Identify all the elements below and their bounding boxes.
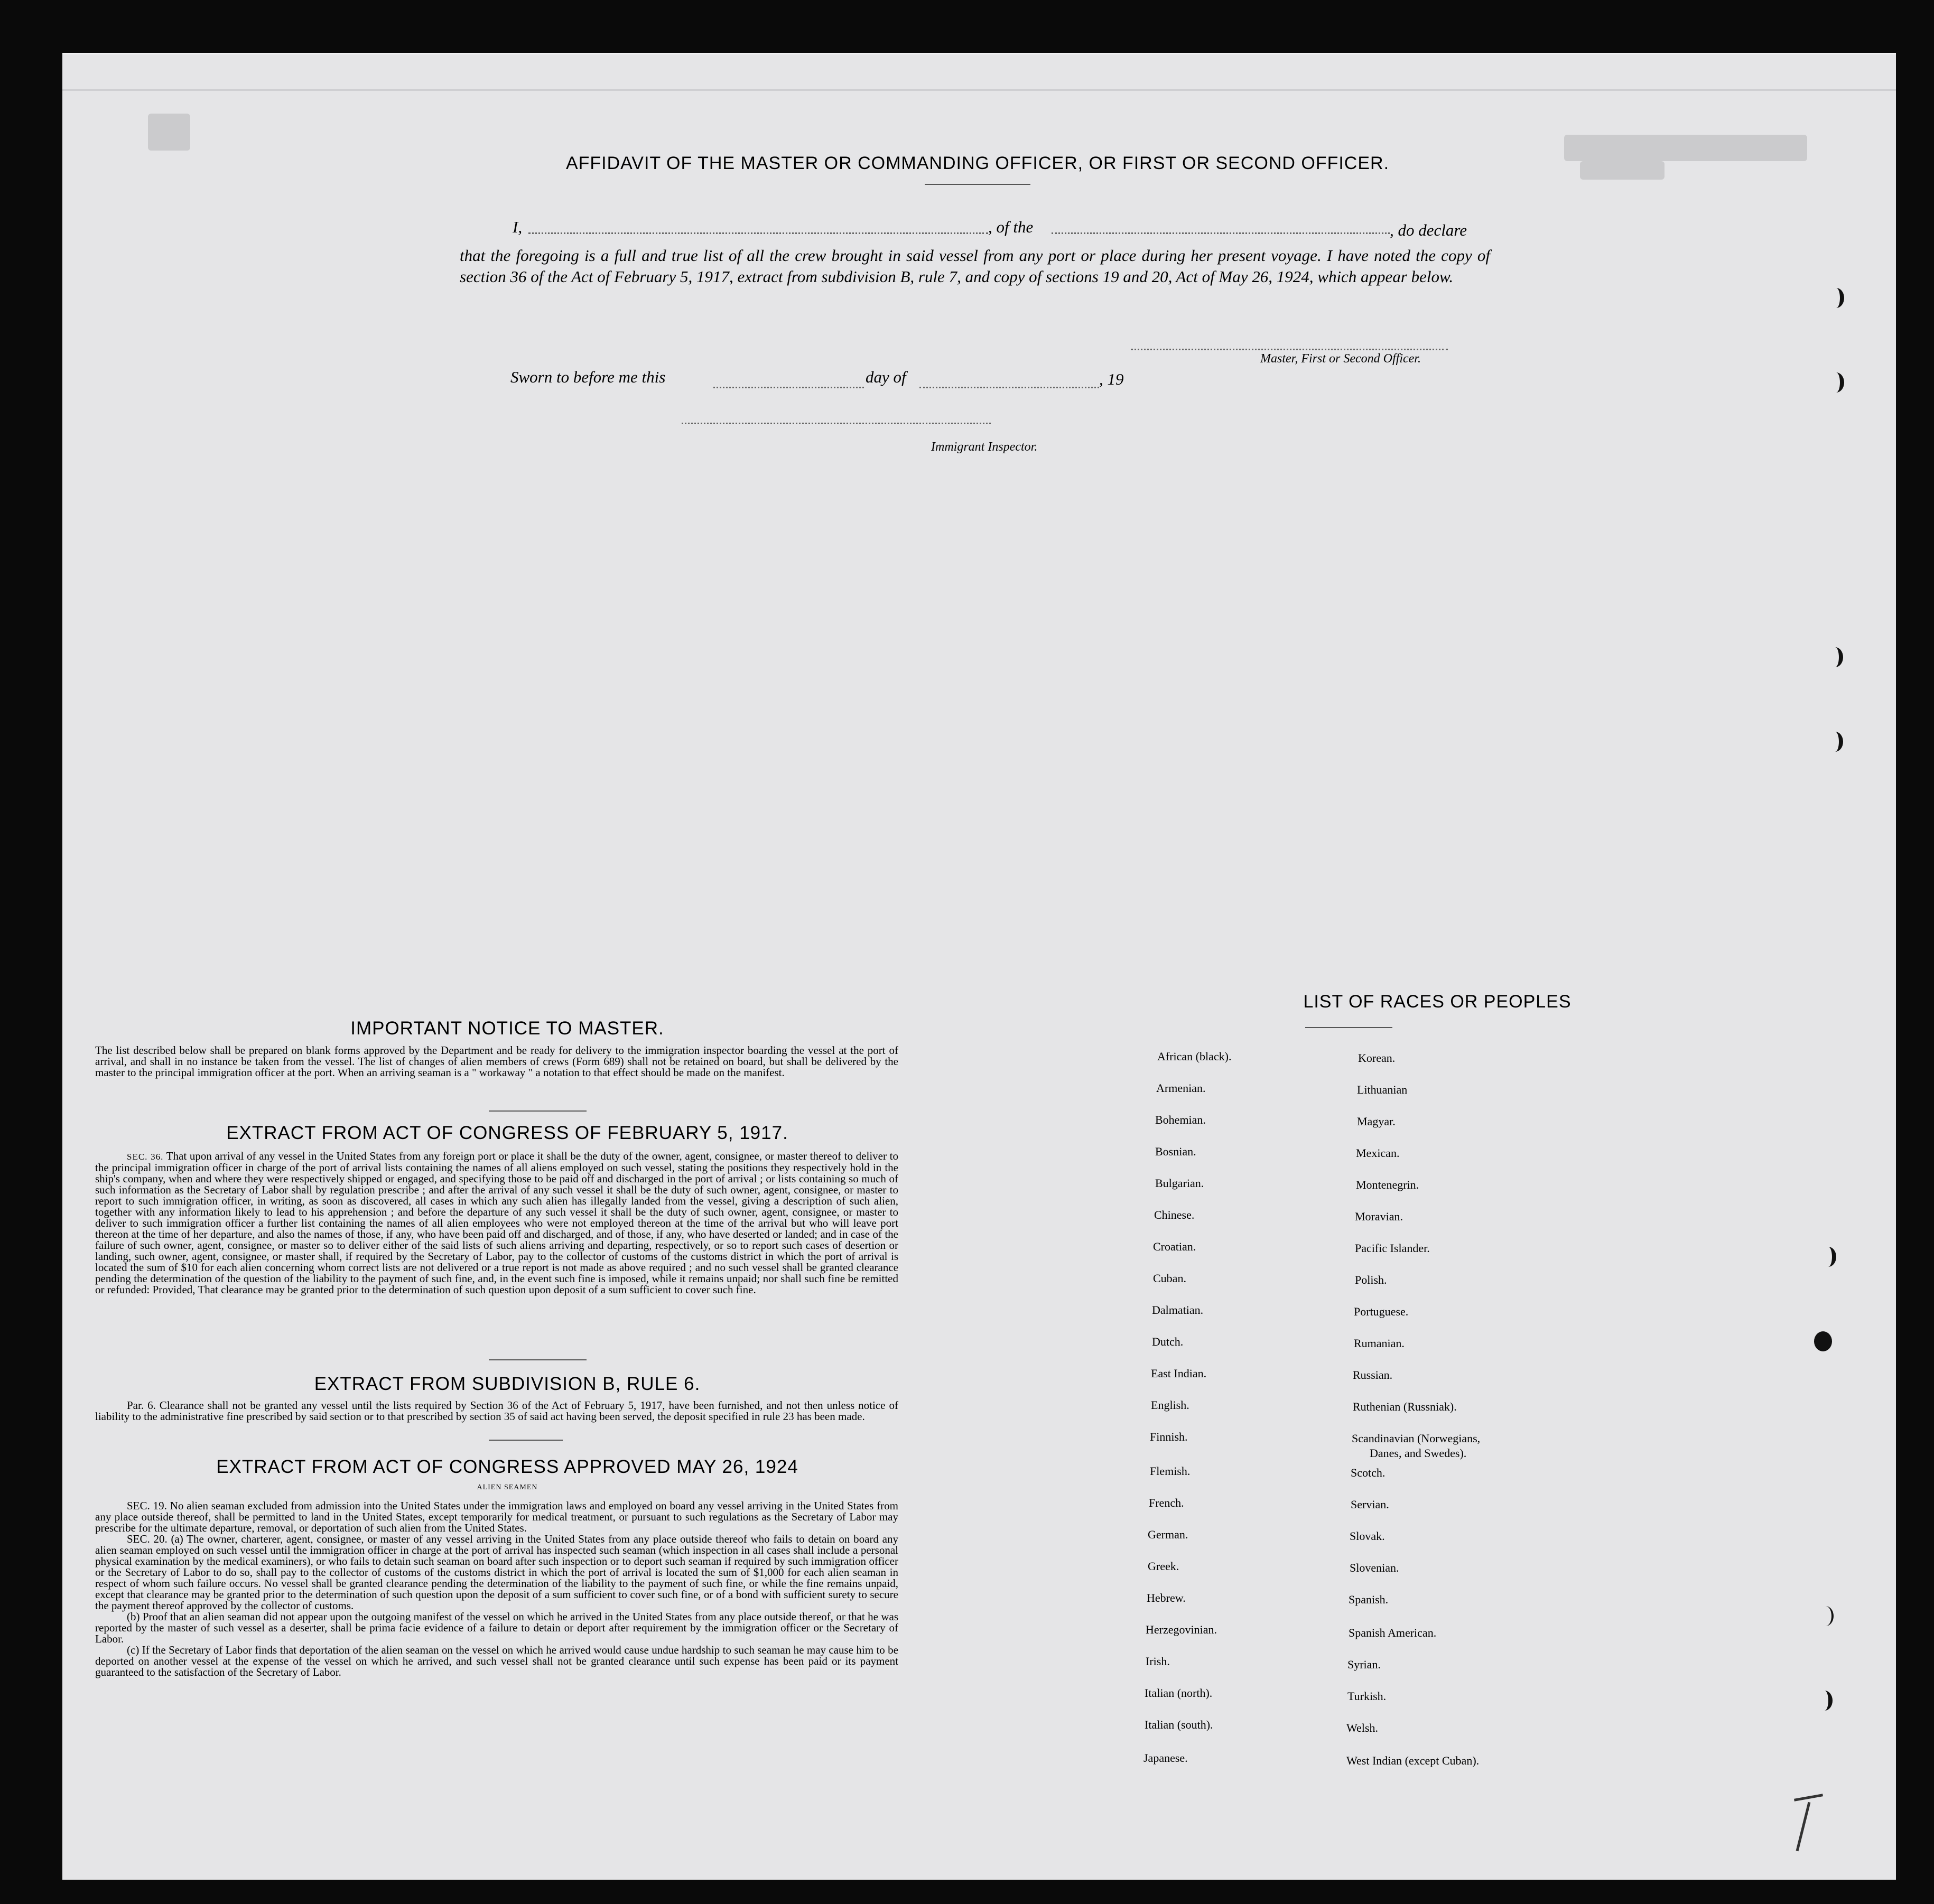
race-right-item: Korean. (1358, 1051, 1396, 1065)
binding-hole (1828, 288, 1844, 308)
affidavit-title: AFFIDAVIT OF THE MASTER OR COMMANDING OFFICER, OR FIRST OR SECOND OFFICER. (565, 153, 1390, 173)
race-left-item: Dalmatian. (1152, 1303, 1204, 1317)
race-right-item: Servian. (1351, 1498, 1389, 1511)
sec-36-text: That upon arrival of any vessel in the United States from any foreign port or place it shall be the duty of the owner, agent, consignee, or master thereof to deliver to the principal immigration officer in charge of the port of arrival lists containing the names of all aliens employed on such vessel, stating the positions they respectively hold in the ship's company, when and where they were respectively shipped or engaged, and specifying those to be paid off and discharged in the port of arrival ; or lists containing so much of such information as the Secretary of Labor shall by regulation prescribe ; and after the arrival of any such vessel it shall be the duty of such owner, agent, consignee, or master to report to such immigration officer, in writing, as soon as discovered, all cases in which any such alien has illegally landed from the vessel, giving a description of such alien, together with any information likely to lead to his apprehension ; and before the departure of any such vessel it shall be the duty of such owner, agent, consignee, or master to deliver to such immigration officer a further list containing the names of all alien employees who were not employed thereon at the time of the arrival but who will leave port thereon at the time of her departure, and also the names of those, if any, who have been paid off and discharged, and of those, if any, who have deserted or landed; and in case of the failure of such owner, agent, consignee, or master so to deliver either of the said lists of such aliens arriving and departing, respectively, or so to report such cases of desertion or landing, such owner, agent, consignee, or master shall, if required by the Secretary of Labor, pay to the collector of customs of the customs district in which the port of arrival is located the sum of $10 for each alien concerning whom correct lists are not delivered or a true report is not made as above required ; and no such vessel shall be granted clearance pending the determination of the question of the liability to the payment of such fine, and, in the event such fine is imposed, while it remains unpaid; nor shall such fine be remitted or refunded: Provided, That clearance may be granted prior to the determination of such question upon deposit of a sum sufficient to cover such fine. (95, 1150, 899, 1296)
affidavit-i-label: I, (513, 218, 523, 236)
race-left-item: Hebrew. (1147, 1591, 1186, 1604)
sworn-month-blank[interactable] (919, 387, 1099, 388)
sec-20a-paragraph: SEC. 20. (a) The owner, charterer, agent, consignee, or master of any vessel arriving in the United States from any place outside thereof who fails to detain on board any alien seaman employed on such vessel until the immigration officer in charge at the port of arrival has inspected such seaman (which inspection in all cases shall include a personal physical examination by the medical examiners), or who fails to detain such seaman on board after such inspection or to deport such seaman if required by such immigration officer or the Secretary of Labor to do so, shall pay to the collector of customs of the customs district in which the port of arrival is located the sum of $1,000 for each alien seaman in respect of whom such failure occurs. No vessel shall be granted clearance pending the determination of the liability to the payment of such fine, or while the fine remains unpaid, except that clearance may be granted prior to the determination of such question upon the deposit of a sum sufficient to cover such fine, or of a bond with sufficient surety to secure the payment thereof approved by the collector of customs. (95, 1533, 898, 1612)
race-left-item: Greek. (1148, 1560, 1179, 1573)
race-right-item: Pacific Islander. (1355, 1242, 1430, 1255)
sworn-year: , 19 (1099, 370, 1124, 388)
affidavit-of-the-label: , of the (988, 218, 1034, 236)
binding-hole (1817, 1691, 1833, 1711)
rule-6-title: EXTRACT FROM SUBDIVISION B, RULE 6. (314, 1374, 701, 1394)
race-left-item: Finnish. (1150, 1430, 1188, 1443)
race-left-item: Italian (south). (1145, 1718, 1213, 1731)
race-right-item: Lithuanian (1357, 1083, 1408, 1096)
notice-title: IMPORTANT NOTICE TO MASTER. (350, 1018, 664, 1039)
binding-hole (1820, 1247, 1836, 1267)
race-left-item: Chinese. (1154, 1208, 1195, 1221)
race-right-item: Scandinavian (Norwegians, (1352, 1432, 1481, 1445)
section-rule (489, 1440, 563, 1441)
race-right-item: Spanish American. (1349, 1626, 1437, 1639)
race-left-item: Bohemian. (1155, 1113, 1206, 1126)
binding-hole (1814, 1331, 1832, 1351)
sec-36-label: SEC. 36. (127, 1152, 164, 1162)
sec-20b-paragraph: (b) Proof that an alien seaman did not appear upon the outgoing manifest of the vessel on which he arrived in the United States from any place outside thereof, or that he was reported by the master of such vessel as a deserter, shall be prima facie evidence of a failure to detain or deport after requirement by the immigration officer or the Secretary of Labor. (95, 1610, 898, 1645)
race-left-item: French. (1149, 1496, 1184, 1509)
binding-hole (1828, 372, 1844, 393)
race-left-item: Cuban. (1153, 1272, 1186, 1285)
race-right-item: Magyar. (1357, 1115, 1396, 1128)
races-title: LIST OF RACES OR PEOPLES (1303, 992, 1572, 1012)
race-right-item: Welsh. (1346, 1721, 1378, 1734)
race-left-item: Japanese. (1143, 1751, 1188, 1765)
page-edge (62, 89, 1896, 91)
race-right-item: Russian. (1353, 1368, 1393, 1382)
binding-hole (1827, 732, 1843, 752)
race-right-item-cont: Danes, and Swedes). (1370, 1446, 1467, 1460)
race-left-item: African (black). (1157, 1050, 1232, 1063)
bleed-mark (148, 114, 190, 151)
race-right-item: West Indian (except Cuban). (1346, 1754, 1480, 1767)
race-right-item: Moravian. (1355, 1210, 1403, 1223)
binding-hole (1818, 1606, 1834, 1626)
extract-1924-title: EXTRACT FROM ACT OF CONGRESS APPROVED MAY 26, 1924 (216, 1457, 798, 1477)
master-signature-blank[interactable] (1131, 349, 1448, 350)
extract-1917-body (95, 1151, 898, 1295)
race-right-item: Slovenian. (1350, 1561, 1399, 1574)
race-left-item: English. (1151, 1398, 1189, 1412)
sec-19-paragraph: SEC. 19. No alien seaman excluded from admission into the United States under the immigration laws and employed on board any vessel arriving in the United States from any place outside thereof, shall be permitted to land in the United States, except temporarily for medical treatment, or pursuant to such regulations as the Secretary of Labor may prescribe for the ultimate departure, removal, or deportation of such alien from the United States. (95, 1499, 898, 1534)
races-title-rule (1305, 1027, 1392, 1028)
race-left-item: Bosnian. (1155, 1145, 1196, 1158)
race-right-item: Syrian. (1347, 1658, 1381, 1671)
extract-1917-title: EXTRACT FROM ACT OF CONGRESS OF FEBRUARY 5, 1917. (226, 1123, 788, 1143)
sworn-prefix: Sworn to before me this (510, 368, 666, 386)
vessel-blank[interactable] (1052, 232, 1390, 234)
notice-body: The list described below shall be prepared on blank forms approved by the Department and be ready for delivery to the immigration inspector boarding the vessel at the port of arrival, and shall in no instance be taken from the vessel. The list of changes of alien members of crews (Form 689) shall not be retained on board, but shall be delivered by the master to the principal immigration officer at the port. When an arriving seaman is a " workaway " a notation to that effect should be made on the manifest. (95, 1044, 898, 1079)
race-right-item: Mexican. (1356, 1146, 1400, 1160)
rule-6-body: Par. 6. Clearance shall not be granted any vessel until the lists required by Section 36 of the Act of February 5, 1917, have been furnished, and not then unless notice of liability to the administrative fine prescribed by said section or to that prescribed by section 35 of said act having been served, the deposit specified in rule 23 has been made. (95, 1399, 898, 1423)
inspector-label: Immigrant Inspector. (931, 440, 1038, 454)
master-signature-label: Master, First or Second Officer. (1260, 352, 1421, 366)
race-right-item: Montenegrin. (1356, 1178, 1419, 1191)
extract-1924-body (95, 1500, 898, 1678)
race-left-item: Italian (north). (1145, 1686, 1213, 1700)
binding-hole (1827, 647, 1843, 667)
race-left-item: Armenian. (1156, 1081, 1206, 1095)
race-right-item: Slovak. (1350, 1529, 1385, 1543)
race-right-item: Polish. (1355, 1273, 1387, 1286)
section-rule (489, 1359, 587, 1360)
race-left-item: Dutch. (1152, 1335, 1184, 1348)
sec-20c-paragraph: (c) If the Secretary of Labor finds that deportation of the alien seaman on the vessel on which he arrived would cause undue hardship to such seaman he may cause him to be deported on another vessel at the expense of the vessel on which he arrived, and such vessel shall not be granted clearance until such expense has been paid or its payment guaranteed to the satisfaction of the Secretary of Labor. (95, 1644, 898, 1678)
sworn-day-of: day of (866, 368, 906, 386)
inspector-signature-blank[interactable] (682, 423, 991, 424)
affidavit-paragraph: that the foregoing is a full and true list of all the crew brought in said vessel from any port or place during her present voyage. I have noted the copy of section 36 of the Act of February 5, 1917, extract from subdivision B, rule 7, and copy of sections 19 and 20, Act of May 26, 1924, which appear below. (460, 246, 1490, 286)
race-right-item: Turkish. (1347, 1690, 1387, 1703)
sworn-day-blank[interactable] (713, 387, 864, 388)
race-left-item: Croatian. (1153, 1240, 1196, 1253)
race-right-item: Ruthenian (Russniak). (1353, 1400, 1457, 1413)
race-right-item: Rumanian. (1354, 1337, 1405, 1350)
race-left-item: Irish. (1146, 1655, 1170, 1668)
section-rule (489, 1110, 587, 1112)
race-right-item: Portuguese. (1354, 1305, 1409, 1318)
name-blank[interactable] (528, 232, 988, 234)
affidavit-declare-label: , do declare (1390, 221, 1467, 239)
race-right-item: Spanish. (1349, 1593, 1389, 1606)
race-left-item: Flemish. (1150, 1464, 1191, 1478)
race-left-item: East Indian. (1151, 1367, 1207, 1380)
race-left-item: Bulgarian. (1155, 1177, 1204, 1190)
race-left-item: German. (1148, 1528, 1188, 1541)
race-right-item: Scotch. (1351, 1466, 1386, 1479)
title-rule (925, 184, 1030, 185)
extract-1924-subtitle: ALIEN SEAMEN (477, 1483, 538, 1491)
race-left-item: Herzegovinian. (1146, 1623, 1217, 1636)
